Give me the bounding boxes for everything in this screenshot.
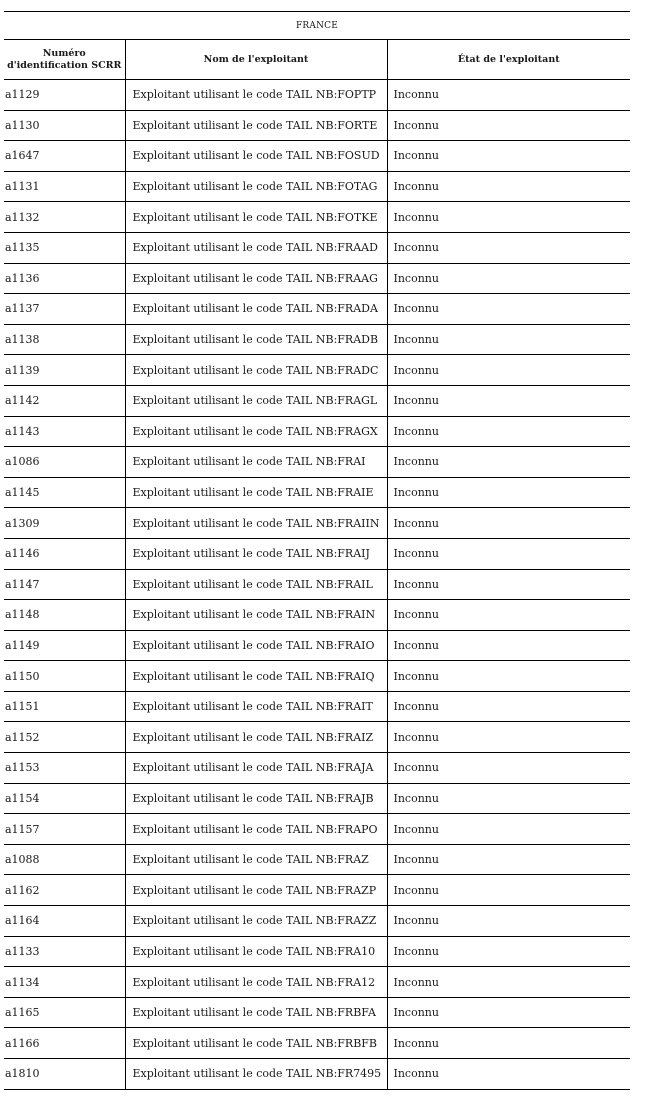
- row-operator-state: Inconnu: [387, 783, 630, 814]
- row-operator-state: Inconnu: [387, 355, 630, 386]
- row-operator-name: Exploitant utilisant le code TAIL NB:FRAIL: [125, 569, 387, 600]
- row-id: a1143: [4, 416, 125, 447]
- row-operator-name: Exploitant utilisant le code TAIL NB:FRAGX: [125, 416, 387, 447]
- row-operator-name: Exploitant utilisant le code TAIL NB:FORTE: [125, 110, 387, 141]
- row-operator-name: Exploitant utilisant le code TAIL NB:FRAIQ: [125, 661, 387, 692]
- header-name: Nom de l'exploitant: [125, 40, 387, 80]
- table-row: [4, 661, 630, 692]
- row-operator-name: Exploitant utilisant le code TAIL NB:FRA12: [125, 967, 387, 998]
- table-row: [4, 569, 630, 600]
- row-operator-name: Exploitant utilisant le code TAIL NB:FRAIN: [125, 600, 387, 631]
- row-operator-state: Inconnu: [387, 722, 630, 753]
- row-operator-name: Exploitant utilisant le code TAIL NB:FRAAG: [125, 263, 387, 294]
- row-id: a1147: [4, 569, 125, 600]
- row-operator-state: Inconnu: [387, 844, 630, 875]
- table-row: [4, 844, 630, 875]
- row-id: a1154: [4, 783, 125, 814]
- row-id: a1149: [4, 630, 125, 661]
- table-row: [4, 355, 630, 386]
- row-operator-state: Inconnu: [387, 936, 630, 967]
- row-operator-state: Inconnu: [387, 997, 630, 1028]
- row-operator-name: Exploitant utilisant le code TAIL NB:FRAZZ: [125, 906, 387, 937]
- row-operator-state: Inconnu: [387, 416, 630, 447]
- row-id: a1086: [4, 447, 125, 478]
- row-operator-name: Exploitant utilisant le code TAIL NB:FRAIT: [125, 691, 387, 722]
- header-row: [4, 40, 630, 80]
- row-operator-name: Exploitant utilisant le code TAIL NB:FRAIZ: [125, 722, 387, 753]
- row-operator-state: Inconnu: [387, 661, 630, 692]
- table-row: [4, 141, 630, 172]
- table-row: [4, 80, 630, 111]
- row-operator-state: Inconnu: [387, 385, 630, 416]
- row-operator-name: Exploitant utilisant le code TAIL NB:FRADA: [125, 294, 387, 325]
- row-id: a1165: [4, 997, 125, 1028]
- row-id: a1164: [4, 906, 125, 937]
- row-operator-name: Exploitant utilisant le code TAIL NB:FR7495: [125, 1059, 387, 1090]
- table-row: [4, 630, 630, 661]
- table-row: [4, 538, 630, 569]
- table-row: [4, 1028, 630, 1059]
- row-id: a1146: [4, 538, 125, 569]
- row-operator-state: Inconnu: [387, 538, 630, 569]
- row-id: a1142: [4, 385, 125, 416]
- row-operator-state: Inconnu: [387, 141, 630, 172]
- row-operator-state: Inconnu: [387, 1059, 630, 1090]
- table-row: [4, 600, 630, 631]
- row-id: a1151: [4, 691, 125, 722]
- table-row: [4, 202, 630, 233]
- row-operator-state: Inconnu: [387, 324, 630, 355]
- row-operator-state: Inconnu: [387, 691, 630, 722]
- row-id: a1152: [4, 722, 125, 753]
- row-operator-name: Exploitant utilisant le code TAIL NB:FRAPO: [125, 814, 387, 845]
- row-operator-name: Exploitant utilisant le code TAIL NB:FOPTP: [125, 80, 387, 111]
- row-operator-name: Exploitant utilisant le code TAIL NB:FRAZ: [125, 844, 387, 875]
- row-id: a1162: [4, 875, 125, 906]
- row-operator-name: Exploitant utilisant le code TAIL NB:FRBFB: [125, 1028, 387, 1059]
- table-row: [4, 936, 630, 967]
- table-row: [4, 447, 630, 478]
- country-title: FRANCE: [4, 12, 630, 40]
- row-operator-name: Exploitant utilisant le code TAIL NB:FRAI: [125, 447, 387, 478]
- row-id: a1129: [4, 80, 125, 111]
- row-operator-state: Inconnu: [387, 600, 630, 631]
- header-id-line2: d'identification SCRR: [7, 59, 122, 71]
- row-operator-state: Inconnu: [387, 1028, 630, 1059]
- table-row: [4, 416, 630, 447]
- row-operator-state: Inconnu: [387, 202, 630, 233]
- table-row: [4, 232, 630, 263]
- row-operator-name: Exploitant utilisant le code TAIL NB:FRAJB: [125, 783, 387, 814]
- row-operator-state: Inconnu: [387, 753, 630, 784]
- table-row: [4, 171, 630, 202]
- row-id: a1153: [4, 753, 125, 784]
- row-operator-state: Inconnu: [387, 447, 630, 478]
- row-operator-name: Exploitant utilisant le code TAIL NB:FRBFA: [125, 997, 387, 1028]
- table-row: [4, 875, 630, 906]
- row-operator-name: Exploitant utilisant le code TAIL NB:FRAJA: [125, 753, 387, 784]
- row-operator-name: Exploitant utilisant le code TAIL NB:FRAZP: [125, 875, 387, 906]
- row-operator-state: Inconnu: [387, 814, 630, 845]
- row-operator-state: Inconnu: [387, 967, 630, 998]
- header-id: [4, 40, 125, 80]
- row-id: a1132: [4, 202, 125, 233]
- row-operator-state: Inconnu: [387, 508, 630, 539]
- table-row: [4, 385, 630, 416]
- header-id-line1: Numéro: [42, 47, 86, 59]
- row-id: a1148: [4, 600, 125, 631]
- table-row: [4, 1059, 630, 1090]
- table-row: [4, 691, 630, 722]
- row-id: a1134: [4, 967, 125, 998]
- row-operator-name: Exploitant utilisant le code TAIL NB:FRAIE: [125, 477, 387, 508]
- row-id: a1145: [4, 477, 125, 508]
- row-id: a1150: [4, 661, 125, 692]
- row-id: a1131: [4, 171, 125, 202]
- row-id: a1309: [4, 508, 125, 539]
- row-id: a1647: [4, 141, 125, 172]
- row-operator-name: Exploitant utilisant le code TAIL NB:FRAIIN: [125, 508, 387, 539]
- row-operator-name: Exploitant utilisant le code TAIL NB:FRA10: [125, 936, 387, 967]
- row-operator-name: Exploitant utilisant le code TAIL NB:FOTAG: [125, 171, 387, 202]
- row-operator-name: Exploitant utilisant le code TAIL NB:FRADC: [125, 355, 387, 386]
- row-id: a1135: [4, 232, 125, 263]
- row-operator-state: Inconnu: [387, 263, 630, 294]
- country-row: [4, 12, 630, 40]
- row-operator-name: Exploitant utilisant le code TAIL NB:FRAIO: [125, 630, 387, 661]
- row-id: a1166: [4, 1028, 125, 1059]
- row-id: a1810: [4, 1059, 125, 1090]
- row-operator-state: Inconnu: [387, 294, 630, 325]
- row-operator-name: Exploitant utilisant le code TAIL NB:FRAIJ: [125, 538, 387, 569]
- row-operator-state: Inconnu: [387, 906, 630, 937]
- row-operator-name: Exploitant utilisant le code TAIL NB:FOSUD: [125, 141, 387, 172]
- table-row: [4, 263, 630, 294]
- operators-table: [4, 11, 630, 1090]
- row-operator-state: Inconnu: [387, 80, 630, 111]
- table-row: [4, 753, 630, 784]
- table-row: [4, 783, 630, 814]
- table-row: [4, 997, 630, 1028]
- row-operator-name: Exploitant utilisant le code TAIL NB:FRADB: [125, 324, 387, 355]
- row-operator-state: Inconnu: [387, 630, 630, 661]
- table-row: [4, 722, 630, 753]
- row-operator-state: Inconnu: [387, 171, 630, 202]
- row-operator-state: Inconnu: [387, 477, 630, 508]
- row-operator-state: Inconnu: [387, 569, 630, 600]
- table-row: [4, 814, 630, 845]
- table-row: [4, 508, 630, 539]
- table-row: [4, 477, 630, 508]
- row-operator-state: Inconnu: [387, 875, 630, 906]
- row-operator-name: Exploitant utilisant le code TAIL NB:FRAGL: [125, 385, 387, 416]
- row-id: a1139: [4, 355, 125, 386]
- table-row: [4, 324, 630, 355]
- row-id: a1088: [4, 844, 125, 875]
- row-operator-name: Exploitant utilisant le code TAIL NB:FRAAD: [125, 232, 387, 263]
- row-id: a1133: [4, 936, 125, 967]
- row-id: a1157: [4, 814, 125, 845]
- row-id: a1136: [4, 263, 125, 294]
- table-row: [4, 906, 630, 937]
- row-id: a1138: [4, 324, 125, 355]
- table-row: [4, 967, 630, 998]
- row-id: a1130: [4, 110, 125, 141]
- table-row: [4, 294, 630, 325]
- header-state: État de l'exploitant: [387, 40, 630, 80]
- table-row: [4, 110, 630, 141]
- row-operator-state: Inconnu: [387, 110, 630, 141]
- table-body: [4, 80, 630, 1090]
- row-operator-state: Inconnu: [387, 232, 630, 263]
- row-operator-name: Exploitant utilisant le code TAIL NB:FOTKE: [125, 202, 387, 233]
- row-id: a1137: [4, 294, 125, 325]
